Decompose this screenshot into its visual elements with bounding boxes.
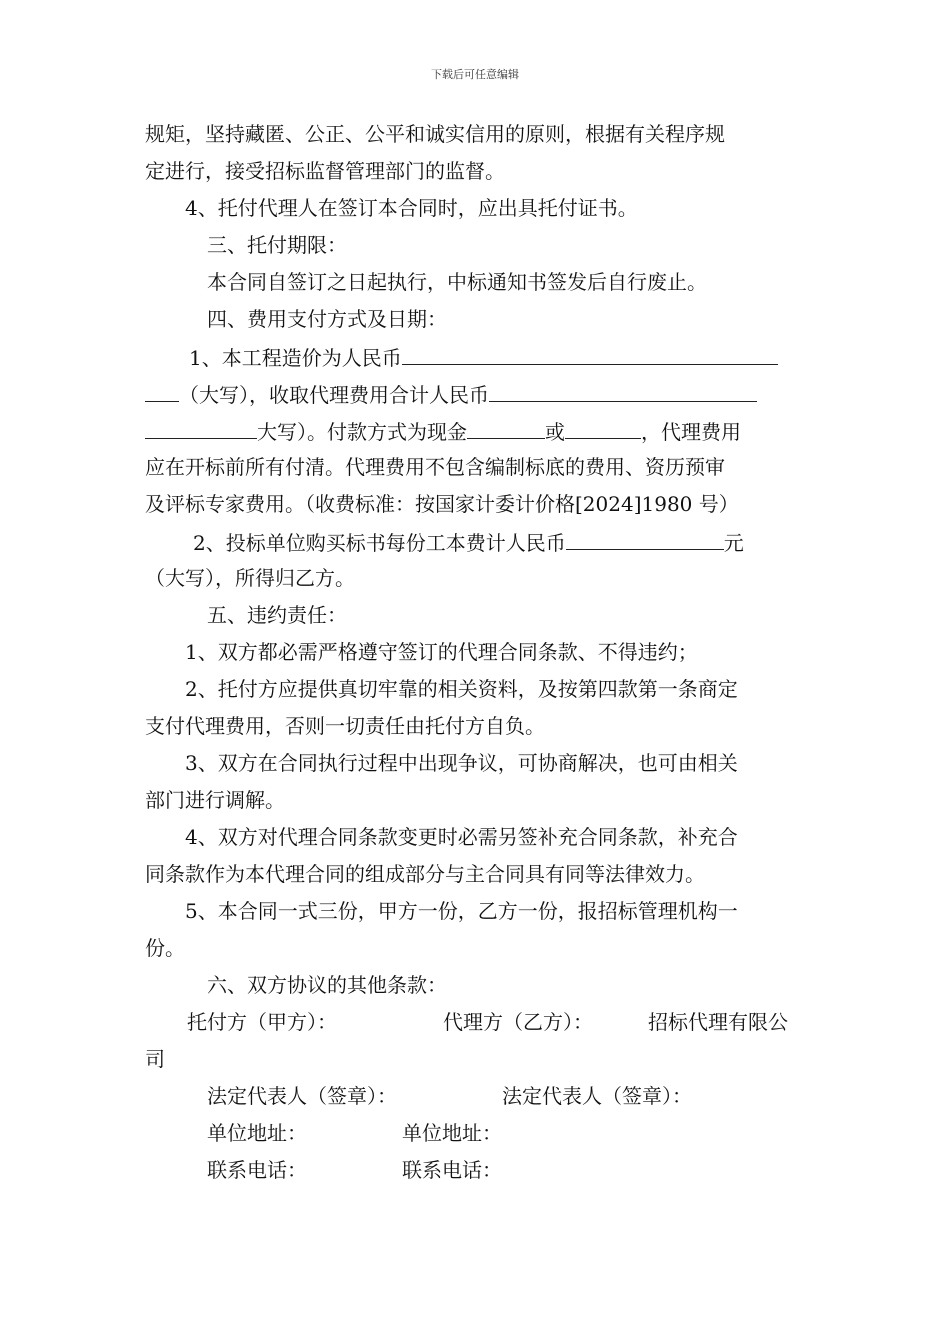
amount-blank-line <box>402 338 778 365</box>
section-5-heading: 五、违约责任： <box>207 603 347 627</box>
party-b-representative: 法定代表人（签章）： <box>502 1084 692 1108</box>
fee-clause-text: ，代理费用 <box>641 420 741 444</box>
paragraph-line: 本合同自签订之日起执行，中标通知书签发后自行废止。 <box>207 270 707 294</box>
party-b-address: 单位地址： <box>402 1121 502 1145</box>
fee-clause-text: 或 <box>545 420 565 444</box>
clause-4-line: 4、托付代理人在签订本合同时，应出具托付证书。 <box>185 196 638 220</box>
paragraph-line: 规矩，坚持藏匿、公正、公平和诚实信用的原则，根据有关程序规 <box>145 122 725 146</box>
party-a-address: 单位地址： <box>207 1121 307 1145</box>
liability-clause-line: 5、本合同一式三份，甲方一份，乙方一份，报招标管理机构一 <box>185 899 738 923</box>
fee-clause-1-line <box>145 412 741 449</box>
other-method-blank-line <box>565 412 641 439</box>
liability-clause-line: 部门进行调解。 <box>145 788 285 812</box>
party-a-label: 托付方（甲方）： <box>187 1010 337 1034</box>
fee-clause-text: 2、投标单位购买标书每份工本费计人民币 <box>193 531 566 555</box>
fee-clause-text: 1、本工程造价为人民币 <box>189 346 402 370</box>
liability-clause-line: 同条款作为本代理合同的组成部分与主合同具有同等法律效力。 <box>145 862 705 886</box>
party-b-phone: 联系电话： <box>402 1158 502 1182</box>
liability-clause-line: 1、双方都必需严格遵守签订的代理合同条款、不得违约； <box>185 640 698 664</box>
page-header: 下载后可任意编辑 <box>431 68 519 81</box>
fee-clause-2-line <box>193 523 744 560</box>
party-b-name: 招标代理有限公 <box>648 1010 788 1034</box>
party-b-name-cont: 司 <box>145 1047 165 1071</box>
amount-blank-line <box>489 375 757 402</box>
section-4-heading: 四、费用支付方式及日期： <box>207 307 447 331</box>
amount-blank-line <box>145 412 257 439</box>
liability-clause-line: 4、双方对代理合同条款变更时必需另签补充合同条款，补充合 <box>185 825 738 849</box>
fee-clause-1-line <box>189 338 778 375</box>
fee-clause-text: （大写），收取代理费用合计人民币 <box>179 383 489 407</box>
amount-blank-line <box>145 375 179 402</box>
fee-blank-line <box>566 523 724 550</box>
party-a-representative: 法定代表人（签章）： <box>207 1084 397 1108</box>
paragraph-line: 定进行，接受招标监督管理部门的监督。 <box>145 159 505 183</box>
party-a-phone: 联系电话： <box>207 1158 307 1182</box>
fee-clause-1-line <box>145 375 757 412</box>
liability-clause-line: 份。 <box>145 936 185 960</box>
section-3-heading: 三、托付期限： <box>207 233 347 257</box>
liability-clause-line: 支付代理费用，否则一切责任由托付方自负。 <box>145 714 545 738</box>
paragraph-line: 及评标专家费用。（收费标准：按国家计委计价格[2024]1980 号） <box>145 492 739 516</box>
paragraph-line: （大写），所得归乙方。 <box>145 566 355 590</box>
liability-clause-line: 2、托付方应提供真切牢靠的相关资料，及按第四款第一条商定 <box>185 677 738 701</box>
cash-blank-line <box>467 412 545 439</box>
fee-clause-text: 元 <box>723 531 744 555</box>
section-6-heading: 六、双方协议的其他条款： <box>207 973 447 997</box>
party-b-label: 代理方（乙方）： <box>443 1010 593 1034</box>
liability-clause-line: 3、双方在合同执行过程中出现争议，可协商解决，也可由相关 <box>185 751 738 775</box>
paragraph-line: 应在开标前所有付清。代理费用不包含编制标底的费用、资历预审 <box>145 455 725 479</box>
fee-clause-text: 大写）。付款方式为现金 <box>257 420 467 444</box>
